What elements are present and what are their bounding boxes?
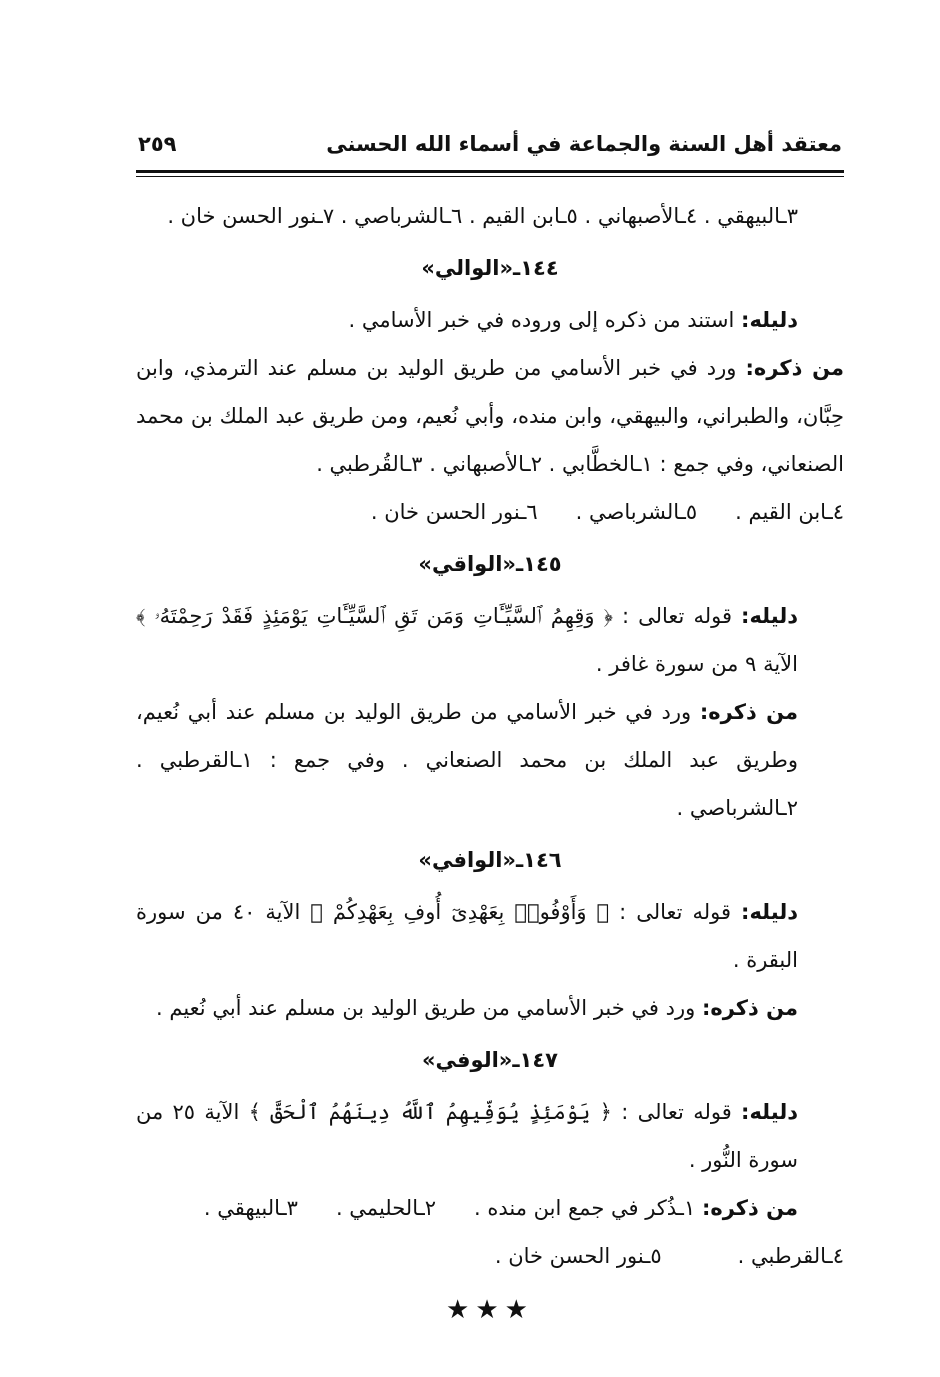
quran-verse: ﴿ وَقِهِمُ ٱلسَّيِّـَٔاتِ وَمَن تَقِ ٱلسَّيِّـَٔاتِ يَوْمَئِذٍ فَقَدْ رَحِمْتَهُۥ ﴾: [136, 604, 613, 628]
section-heading-147: ١٤٧ـ«الوفي»: [421, 1048, 558, 1072]
dalil-label: دليله:: [741, 308, 798, 332]
dalil-label: دليله:: [741, 1100, 798, 1124]
list-item: ٣ـالبيهقي .: [203, 1196, 298, 1220]
dalil-reference: الآية ٤٠ من سورة البقرة .: [136, 900, 798, 972]
man-label: من ذكره:: [701, 996, 798, 1020]
man-label: من ذكره:: [745, 356, 845, 380]
man-text: ورد في خبر الأسامي من طريق الوليد بن مسلم عند أبي نُعيم، وطريق عبد الملك بن محمد الصنعاني . وفي جمع : ١ـالقرطبي . ٢ـالشرباصي .: [136, 700, 798, 820]
dalil-text: قوله تعالى :: [609, 900, 742, 924]
dalil-reference: الآية ٩ من سورة غافر .: [595, 652, 798, 676]
page-header: [138, 128, 842, 168]
list-item: ٥ـالشرباصي .: [575, 500, 698, 524]
dalil-text: قوله تعالى :: [611, 1100, 742, 1124]
list-item: ٦ـنور الحسن خان .: [370, 500, 538, 524]
dalil-text: قوله تعالى :: [612, 604, 742, 628]
dalil-reference: الآية ٢٥ من سورة النُّور .: [136, 1100, 798, 1172]
man-text: ورد في خبر الأسامي من طريق الوليد بن مسلم عند الترمذي، وابن حِبَّان، والطبراني، والبيهقي، وابن منده، وأبي نُعيم، ومن طريق عبد الملك بن محمد الصنعاني، وفي جمع : ١ـالخطَّابي . ٢ـالأصبهاني . ٣ـالقُرطبي .: [136, 356, 844, 476]
section-heading-144: ١٤٤ـ«الوالي»: [421, 256, 559, 280]
man-dhakarahu-paragraph-144: [136, 344, 844, 488]
quran-verse: ﴿ يَوْمَئِذٍ يُوَفِّيهِمُ ٱللَّهُ دِينَهُمُ ٱلْحَقَّ ﴾: [248, 1100, 612, 1124]
list-item: ٥ـنور الحسن خان .: [494, 1244, 662, 1268]
header-rule-thin: [136, 176, 844, 177]
running-title: معتقد أهل السنة والجماعة في أسماء الله الحسنى: [326, 132, 842, 156]
list-item: ١ـذُكر في جمع ابن منده .: [474, 1196, 696, 1220]
dalil-paragraph-144: [136, 296, 844, 344]
dalil-paragraph-147: [136, 1088, 844, 1184]
man-list-144: [136, 488, 844, 536]
header-rule-thick: [136, 170, 844, 173]
page-body: [136, 192, 844, 1334]
intro-line: ٣ـالبيهقي . ٤ـالأصبهاني . ٥ـابن القيم . ٦ـالشرباصي . ٧ـنور الحسن خان .: [167, 204, 798, 228]
section-heading-145: ١٤٥ـ«الواقي»: [418, 552, 562, 576]
list-item: ٢ـالحليمي .: [335, 1196, 437, 1220]
dalil-text: استند من ذكره إلى وروده في خبر الأسامي .: [348, 308, 742, 332]
end-stars: ★★★: [446, 1295, 534, 1325]
quran-verse: ﴿ وَأَوْفُوا۟ بِعَهْدِىٓ أُوفِ بِعَهْدِكُمْ ﴾: [310, 900, 610, 924]
dalil-label: دليله:: [741, 604, 798, 628]
man-dhakarahu-paragraph-146: [136, 984, 844, 1032]
dalil-paragraph-146: [136, 888, 844, 984]
section-heading-146: ١٤٦ـ«الوافي»: [418, 848, 562, 872]
man-dhakarahu-paragraph-145: [136, 688, 844, 832]
man-label: من ذكره:: [701, 1196, 798, 1220]
man-dhakarahu-paragraph-147: [136, 1184, 844, 1232]
list-item: ٤ـالقرطبي .: [737, 1244, 844, 1268]
man-label: من ذكره:: [699, 700, 798, 724]
man-text: ورد في خبر الأسامي من طريق الوليد بن مسلم عند أبي نُعيم .: [156, 996, 702, 1020]
page-number: ٢٥٩: [138, 132, 177, 156]
list-item: ٤ـابن القيم .: [735, 500, 844, 524]
dalil-label: دليله:: [741, 900, 798, 924]
dalil-paragraph-145: [136, 592, 844, 688]
man-list-147: [136, 1232, 844, 1280]
